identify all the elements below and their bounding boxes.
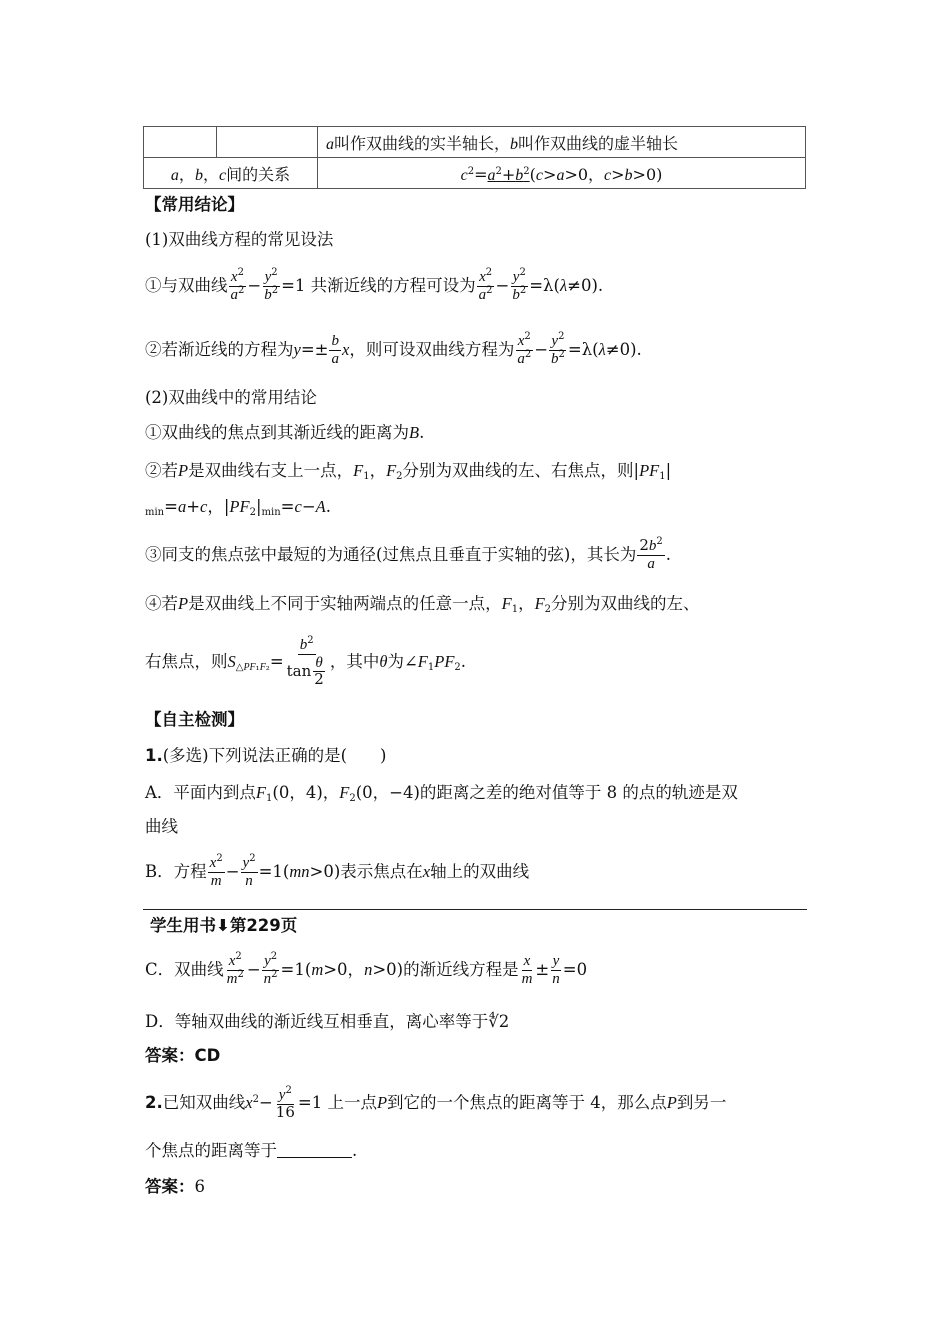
table-row	[144, 158, 806, 189]
question-2-line2: 个焦点的距离等于 .	[145, 1141, 358, 1160]
hyperbola-table	[143, 126, 806, 189]
conclusion-sub2: (2)双曲线中的常用结论	[145, 388, 317, 407]
conclusion-sub1: (1)双曲线方程的常见设法	[145, 230, 334, 249]
conclusions-heading: 【常用结论】	[145, 195, 244, 214]
table-cell-axis-text: a叫作双曲线的实半轴长，b叫作双曲线的虚半轴长	[318, 127, 806, 158]
question-2-line1: 2.已知双曲线$x^2-$ $\frac{y^2}{16}$ =1 上一点P到它的一个焦点的距离等于 4，那么点P到另一	[145, 1084, 727, 1121]
table-cell-relation-formula: $c^2=a^2+b^2(c>a>0$，c>b>0)	[318, 158, 806, 189]
answer-2: 答案：6	[145, 1177, 205, 1196]
option-a-line1: A．平面内到点$F_1(0$，4)，$F_2(0$，−4)的距离之差的绝对值等于 8 的点的轨迹是双	[145, 783, 738, 804]
page-reference: 学生用书⬇第229页	[150, 916, 298, 935]
table-cell-empty	[144, 127, 217, 158]
option-b: B．方程 $\frac{x^2}{m}$ − $\frac{y^2}{n}$ =1(mn>0)表示焦点在x轴上的双曲线	[145, 853, 530, 889]
conclusion-item2d-line1: ④若P是双曲线上不同于实轴两端点的任意一点，$F_1$，$F_2$分别为双曲线的左、	[145, 594, 700, 615]
answer-blank[interactable]	[277, 1157, 352, 1158]
conclusion-item1a: ①与双曲线 $\frac{x^2}{a^2}$ − $\frac{y^2}{b^2}$ =1 共渐近线的方程可设为 $\frac{x^2}{a^2}$ − $\frac{y^2}{b^2}$ =λ(λ≠0).	[145, 267, 604, 303]
conclusion-item2b-line2: $_{min}$=a+c，$|PF_2|_{min}=c-A$.	[145, 497, 331, 518]
option-c: C．双曲线 $\frac{x^2}{m^2}$ − $\frac{y^2}{n^2}$ =1(m>0，n>0)的渐近线方程是 $\frac{x}{m}$ ± $\frac{y}{n}$ =0	[145, 951, 588, 987]
question-1: 1.(多选)下列说法正确的是( )	[145, 746, 387, 765]
self-check-heading: 【自主检测】	[145, 710, 244, 729]
conclusion-item1b: ②若渐近线的方程为y=± $\frac{b}{a}$ x，则可设双曲线方程为 $\frac{x^2}{a^2}$ − $\frac{y^2}{b^2}$ =λ(λ≠0).	[145, 331, 642, 367]
answer-1: 答案：CD	[145, 1046, 221, 1065]
option-d: D．等轴双曲线的渐近线互相垂直，离心率等于∜2	[145, 1012, 510, 1031]
table-row	[144, 127, 806, 158]
conclusion-item2a: ①双曲线的焦点到其渐近线的距离为B.	[145, 423, 425, 442]
conclusion-item2b-line1: ②若P是双曲线右支上一点，$F_1$，$F_2$分别为双曲线的左、右焦点，则$|PF_1|$	[145, 461, 672, 482]
conclusion-item2c: ③同支的焦点弦中最短的为通径(过焦点且垂直于实轴的弦)，其长为 $\frac{2b^2}{a}$ .	[145, 536, 672, 572]
table-cell-empty	[217, 127, 318, 158]
conclusion-item2d-line2: 右焦点，则$S_{\triangle PF_1F_2}=$ $b^2$ tan $\frac{\theta}{2}$ ，其中θ为$\angle F_1PF_2$.	[145, 634, 467, 689]
table-cell-relation-label: a，b，c间的关系	[144, 158, 318, 189]
page-divider	[143, 909, 807, 910]
option-a-line2: 曲线	[145, 817, 178, 836]
